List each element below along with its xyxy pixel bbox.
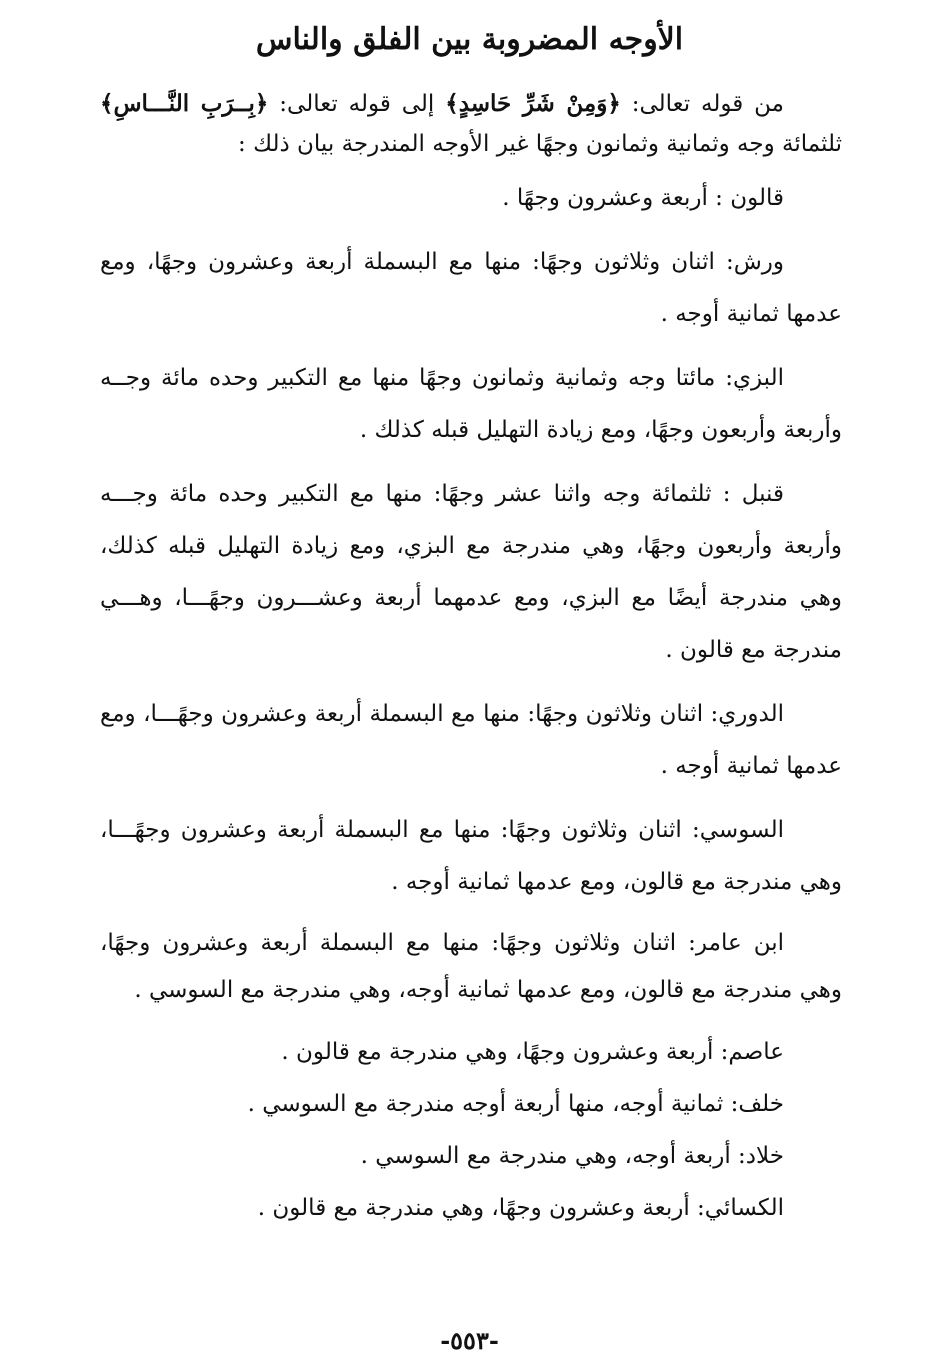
paragraph-warsh: ورش: اثنان وثلاثون وجهًا: منها مع البسملة أربعة وعشرون وجهًا، ومع عدمها ثمانية أوجه . [100, 249, 842, 327]
list-item-asim: عاصم: أربعة وعشرون وجهًا، وهي مندرجة مع قالون . [281, 1039, 784, 1065]
quran-quote-first: ﴿وَمِنْ شَرِّ حَاسِدٍ﴾ [445, 90, 621, 117]
page-title: الأوجه المضروبة بين الفلق والناس [255, 22, 684, 57]
paragraph-bazzi: البزي: مائتا وجه وثمانية وثمانون وجهًا منها مع التكبير وحده مائة وجــه وأربعة وأربعون وجهًا، ومع زيادة التهليل قبله كذلك . [100, 365, 842, 443]
paragraph-duri: الدوري: اثنان وثلاثون وجهًا: منها مع البسملة أربعة وعشرون وجهًـــا، ومع عدمها ثمانية أوجه . [100, 701, 842, 779]
intro-middle: إلى قوله تعالى: [268, 91, 446, 117]
page-body [100, 84, 842, 1234]
intro-prefix: من قوله تعالى: [620, 91, 784, 117]
list-item-kisai: الكسائي: أربعة وعشرون وجهًا، وهي مندرجة مع قالون . [257, 1195, 784, 1221]
intro-paragraph [100, 84, 842, 164]
quran-quote-second: ﴿بِــرَبِ النَّـــاسِ﴾ [100, 90, 269, 117]
paragraph-susi: السوسي: اثنان وثلاثون وجهًا: منها مع البسملة أربعة وعشرون وجهًـــا، وهي مندرجة مع قالون، ومع عدمها ثمانية أوجه . [100, 817, 842, 895]
intro-suffix: ثلثمائة وجه وثمانية وثمانون وجهًا غير الأوجه المندرجة بيان ذلك : [238, 131, 842, 157]
list-item-khallad: خلاد: أربعة أوجه، وهي مندرجة مع السوسي . [360, 1143, 784, 1169]
paragraph-qalun: قالون : أربعة وعشرون وجهًا . [502, 185, 784, 211]
paragraph-qunbul: قنبل : ثلثمائة وجه واثنا عشر وجهًا: منها مع التكبير وحده مائة وجـــه وأربعة وأربعون وجهًا، وهي مندرجة مع البزي، ومع زيادة التهليل قبله كذلك، وهي مندرجة أيضًا مع البزي، ومع عدمهما أربعة وعشـــرون وجهًـــا، وهـــي مندرجة مع قالون . [100, 481, 842, 663]
list-item-khalaf: خلف: ثمانية أوجه، منها أربعة أوجه مندرجة مع السوسي . [247, 1091, 784, 1117]
paragraph-ibn-amir: ابن عامر: اثنان وثلاثون وجهًا: منها مع البسملة أربعة وعشرون وجهًا، وهي مندرجة مع قالون، ومع عدمها ثمانية أوجه، وهي مندرجة مع السوسي . [100, 930, 842, 1003]
page-number: -٥٥٣- [440, 1326, 499, 1355]
short-lines-list [100, 1026, 842, 1234]
